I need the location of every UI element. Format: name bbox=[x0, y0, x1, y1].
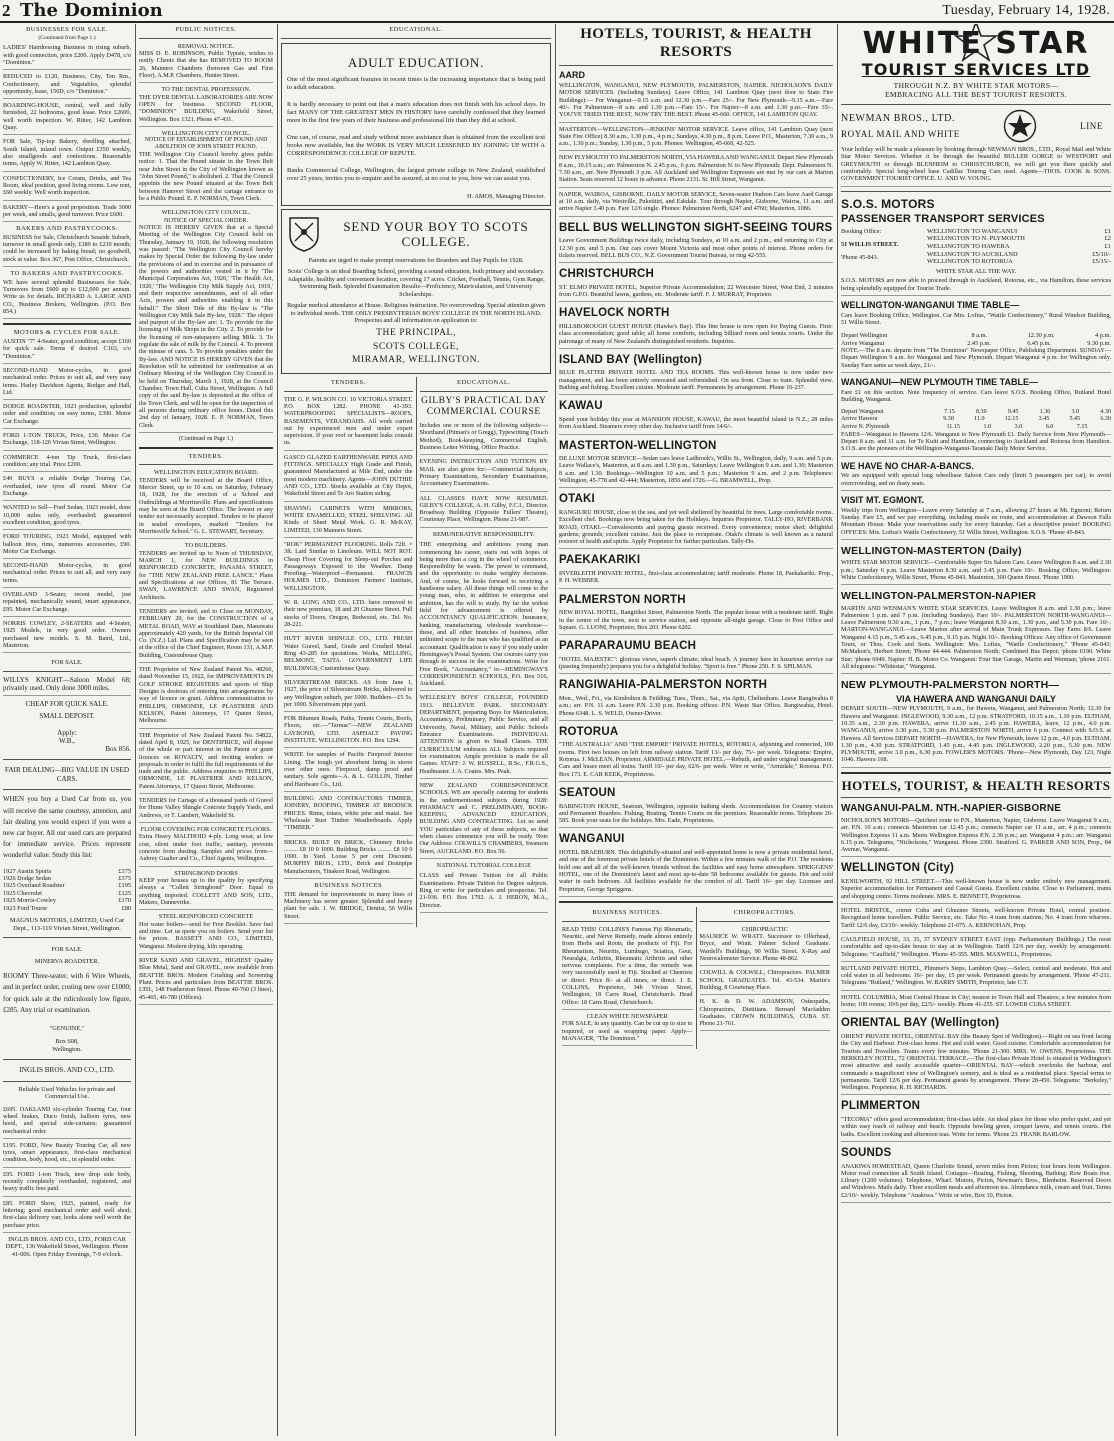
royal-mail-line: ROYAL MAIL AND WHITE bbox=[841, 128, 960, 139]
scots-paragraph: Parents are urged to make prompt reservations for Boarders and Day Pupils for 1928. bbox=[308, 256, 524, 264]
resort-heading: SOUNDS bbox=[841, 1146, 892, 1159]
resort-ad: DE LUXE MOTOR SERVICE—Sedan cars leave Ladbrook's, Willis St., Wellington, daily, 9 a.m. and 5 p.m. Leave Wallace's, Masterton, at 8 a.m. and 1.30 p.m., Saturdays; Leave Wellington 9 a.m. and 1.30; Masterton 8 a.m. and 1.30. Bookings—Wellington 10 a.m. and 5 p.m.; Masterton 9 a.m. and 2 p.m. Telephones: Wellington, 45-778 and 42-444; Masterton, 1856 and 1726.—G. BRAMWELL, Prop. bbox=[559, 455, 833, 488]
section-heading: MOTORS & CYCLES FOR SALE. bbox=[13, 329, 121, 337]
inglis-sub: Reliable Used Vehicles for private and Commercial Use. bbox=[18, 1085, 116, 1101]
notice-text: THE Wellington City Council hereby gives public notice: 1. That the Pound situate in the Town Belt near John Street in the City of Wellington known as "John Street Pound," is abolished. 2. That the Council appoints the new Pound situated at the Town Belt between Hanover Street and the cartage entrance to be a Public Pound. E. P. NORMAN, Town Clerk. bbox=[139, 151, 273, 206]
booking-office-label: Booking Office: bbox=[841, 227, 882, 235]
section-heading: CHIROPRACTORS. bbox=[733, 908, 796, 916]
for-sale-heading: FOR SALE. bbox=[51, 946, 83, 954]
tender-ad: WRITE for samples of Pacific Fireproof Interior Lining. The tough yet absorbent lining in stores over other ones. Fireproof, damp proof and sanitary. Sole agents—A. & L. GOLLIN, Timber and Hardware Co., Ltd. bbox=[284, 751, 413, 792]
scots-paragraph: Scots' College is an ideal Boarding School, providing a sound education, both primary and secondary. Adaptable, healthy and convenient location, covering 17 acres. Cricket, Football, Tennis, Gym Range, Swimming Bath. Splendid Examination Results—Proficiency, Matriculation, and University Scholarships. bbox=[287, 268, 545, 298]
resort-heading: SEATOUN bbox=[559, 786, 616, 799]
resort-ad: WELLINGTON, WANGANUI, NEW PLYMOUTH, PALMERSTON, NAPIER. NICHOLSON'S DAILY MOTOR SERVICES. (Including Sundays). Leave Office, 141 Lambton Quay (next door to State Fire Buildings):— For Wanganui—9.15 a.m. and 12.30 p.m.—Fare 25/-. For New Plymouth—9.15 a.m.—Fare 40/-. For Palmerston—8 a.m. and 1.30 p.m.—Fare 15/-. For Napier—8 a.m. and 1.30 p.m.—Fare 35/-. YOU'VE TRIED THE REST, NOW TRY THE BEST. Phone 45-660. OFFICE, 141 LAMBTON QUAY. bbox=[559, 82, 833, 123]
car-row: 1923 Ford Tourer £80 bbox=[3, 904, 131, 912]
sub-heading: TO BAKERS AND PASTRYCOOKS. bbox=[10, 270, 124, 278]
resort-ad: NEW PLYMOUTH TO PALMERSTON NORTH, VIA HAWERA AND WANGANUI. Depart New Plymouth 8 a.m., 10.15 a.m.; arr. Palmerston N. 2.45 p.m., 6 p.m. Palmerston N. to New Plymouth: Dept. Palmerston N. 7.30 a.m., arr. New Plymouth 3 p.m. All Auckland and Wellington Expresses are met by our cars at Marton Station. Seats reserved 12 hours in advance. Phone 2131. St. Hill Street, Wanganui. bbox=[559, 154, 833, 187]
car-row: 1925 Chevrolet £125 bbox=[3, 889, 131, 897]
resort-heading: OTAKI bbox=[559, 493, 595, 506]
used-car-list bbox=[3, 868, 131, 913]
tagline: EMBRACING ALL THE BEST TOURIST RESORTS. bbox=[884, 90, 1068, 100]
line-label: LINE bbox=[1080, 120, 1103, 131]
adult-signature: H. AMOS, Managing Director. bbox=[466, 192, 545, 200]
ww-timetable bbox=[841, 332, 1111, 347]
resort-ad: CAULFIELD HOUSE, 33, 35, 37 SYDNEY STREET EAST (opp. Parliamentary Buildings.) The most comfortable and up-to-date house to stay at in Wellington. Tariff 12/6 per day, weekly by arrangement. Telegrams: "Caulfield," Wellington. 'Phone 45-355. MRS. MAXWELL, Proprietress. bbox=[841, 936, 1111, 962]
resort-heading: WELLINGTON (City) bbox=[841, 862, 955, 875]
classified-ad: COMMERCE 4-ton Tip Truck, first-class condition; any trial. Price £200. bbox=[3, 454, 131, 473]
chiro-ad: MAURICE W. WRATT. Successor to Ollerhead, Bryce, and Wratt. Palmer School Graduate. Wardell's Buildings, 90 Willis Street. X-Ray and Neurocalometer Service. Phone 48-862. bbox=[700, 933, 831, 966]
fair-dealing-text: WHEN you buy a Used Car from us, you will receive the same courtesy, attention, and fair dealing you would expect if you were a new car buyer. All our used cars are prepared for immediate service. Prices represent wonderful value. Study this list: bbox=[3, 795, 131, 860]
tender-ad: W. R. LONG AND CO., LTD. have removed to their new premises, 18 and 20 Ghuznee Street. Full stocks of Doors, Oregon, Redwood, etc. Tel. No. 28-221. bbox=[284, 599, 413, 632]
char-heading: WE HAVE NO CHAR-A-BANCS. bbox=[841, 460, 974, 471]
notice-heading: STEEL REINFORCED CONCRETE bbox=[158, 913, 254, 921]
sos-all-way: WHITE STAR ALL THE WAY. bbox=[935, 267, 1017, 275]
notice-text: KEEP your houses up to the quality by specifying always a "Collett Stringbond" Door. Equal to anything imported. COLLETT AND SON, LTD., Makers, Dannevirke. bbox=[139, 877, 273, 910]
booking-address: 51 WILLIS STREET. bbox=[841, 240, 899, 248]
resort-ad: HOTEL COLUMBIA, Most Central House in City; nearest to Town Hall and Theatres; a few minutes from home; 100 rooms; 10/6 per day, £2/5/- weekly. Phone 41-255. ST. LOWER CUBA STREET. bbox=[841, 994, 1111, 1013]
notice-heading: WELLINGTON CITY COUNCIL. bbox=[161, 209, 251, 217]
classified-ad: AUSTIN "7" 4-Seater, good condition, accept £160 for quick sale. Terms if desired. C163, c/o "Dominion." bbox=[3, 338, 131, 364]
resort-ad: BABINGTON HOUSE, Seatoun, Wellington, opposite bathing sheds. Accommodation for Country visitors and Permanent Boarders. Fishing, Boating, Tennis Courts on the premises. Reasonable terms. Telephone 26-585. Book your seats for the holidays. Mrs. Eade, Proprietress. bbox=[559, 803, 833, 829]
adult-paragraph: Banks Commercial College, Wellington, the largest private college in New Zealand, established over 25 years, invites you to enquire and be assured, at no cost to you, how we can assist you. bbox=[287, 167, 545, 182]
notice-heading: FLOOR COVERING FOR CONCRETE FLOORS. bbox=[140, 826, 272, 833]
notice-heading: REMOVAL NOTICE. bbox=[177, 42, 235, 50]
classified-ad: SECOND-HAND Motor-cycles, in good mechanical order. Prices to suit all, and very easy terms. bbox=[3, 562, 131, 588]
resort-heading: PAEKAKARIKI bbox=[559, 554, 641, 567]
notice-heading: TO BUILDERS. bbox=[184, 542, 228, 550]
notice-heading: STRINGBOND DOORS bbox=[174, 869, 238, 877]
inglis-footer: INGLIS BROS. AND CO., LTD., FORD CAR DEPT., 136 Wakefield Street, Wellington. Phone 41-006. Open Friday Evenings, 7-9 o'clock. bbox=[5, 1235, 129, 1258]
resort-ad: Spend your holiday this year at MANSION HOUSE, KAWAU, the most beautiful island in N.Z.; 28 miles from Auckland. Steamers every other day. Inclusive tariff from 14/6/-. bbox=[559, 416, 833, 435]
classified-ad: WANTED to Sell—Ford Sedan, 1923 model, done 10,000 miles only, overhauled; guaranteed excellent condition, good tyres. bbox=[3, 504, 131, 530]
resort-ad: "TECOMA" offers good accommodation; first-class table. An ideal place for those who prefer quiet, and yet within easy reach of railway and beach. Opposite bowling green, croquet lawns, and tennis courts. Hot baths. Excellent cooking and afternoon teas. Write for terms. 'Phone 23. FRANK BARLOW. bbox=[841, 1116, 1111, 1142]
tagline: THROUGH N.Z. BY WHITE STAR MOTORS— bbox=[893, 81, 1059, 91]
booking-phone: 'Phone 45-843. bbox=[841, 254, 879, 262]
adult-paragraph: One of the most significant features in recent times is the increasing importance that is being paid to adult education. bbox=[287, 75, 545, 91]
section-heading: EDUCATIONAL. bbox=[389, 26, 443, 33]
resort-ad: "HOTEL MAJESTIC": glorious views, superb climate; ideal beach. A journey here in luxurious service car (passing frequently) prepares you for a delightful holiday. "Sport is free." Phone 250. F. S. SPILMAN. bbox=[559, 656, 833, 675]
resort-ad: "THE AUSTRALIA" AND "THE EMPIRE" PRIVATE HOTELS, ROTORUA, adjoining and connected, 100 rooms. First two houses on left from railway station. Tariff 13/- per day, 75/- per week. Telegrams: Empire, Rotorua. J. McLEAN, Proprietor. ARMIDALE PRIVATE HOTEL.—Rebuilt, and under original management. Cars and buses meet all trains. Tariff 10/- per day, 62/6- per week. Wire or write, "Armidale," Rotorua. P.O. Box 173. E. CAR KEEK, Proprietress. bbox=[559, 741, 833, 782]
business-heading: CLEAN WHITE NEWSPAPER bbox=[586, 1013, 668, 1021]
masthead bbox=[0, 0, 1114, 22]
tender-ad: "ROK" PERMANENT FLOORING. Rolls 72ft. × 3ft. Laid Similar to Linoleum. WILL NOT ROT. Cheap Floor Covering for Sleep-out Porches and Passageways Exposed to the Weather. Damp Proofing—Waterproof—Permanent. FRANCIS HOLMES LTD., Dominion Farmers' Institute, WELLINGTON. bbox=[284, 541, 413, 596]
tender-ad: THE demand for improvements in many lines of Machinery has never greater. Splendid and heavy plant for sale. J. W. BRIDGE, Dentist, 56 Willis Street. bbox=[284, 891, 413, 924]
egmont-heading: VISIT MT. EGMONT. bbox=[841, 494, 925, 505]
scots-address: MIRAMAR, WELLINGTON. bbox=[351, 354, 481, 365]
page-number: 2 bbox=[2, 1, 11, 20]
sub-heading: BAKERS AND PASTRYCOOKS. bbox=[16, 225, 118, 233]
sos-subheading: PASSENGER TRANSPORT SERVICES bbox=[841, 212, 1045, 225]
resort-ad: Leave Government Buildings twice daily, including Sundays, at 10 a.m. and 2 p.m., and returning to City at 12.30 p.m. and 5 p.m. Our cars cover Mount Victoria and most other points of interest. Phone orders for tickets reserved. BELL BUS CO., N.Z. Government Tourist Bureau, or ring 42-555. bbox=[559, 237, 833, 263]
route-text: MARTIN AND WENMAN'S WHITE STAR SERVICES. Leave Wellington 8 a.m. and 1.30 p.m.; leave Palmerston 1 p.m. and 7 p.m. (including Sundays). Fare 10/-. PALMERSTON NORTH-WANGANUI—Leave Palmerston 9.30 a.m., 1 p.m., 7 p.m.; leave Wanganui 8.30 a.m., 1.30 p.m., and 5.30 p.m. Fare 10/-. MARTON-WANGANUI.—Leave Marton after arrival of Main Trunk Expresses. Day Fares 8/6. Leave Wanganui 4.15 p.m., 5.45 a.m., 6.45 p.m., 9.15 p.m. Night 10/-. Booking Offices: Any office of Government Tours, or Thos. Cook and Sons. Wellington: Mrs. Loftus, "Wattle Confectionery," 'Phone 45-843; McMahon's, Herbert Street; 'Phone 44-444. Palmerston North: Combined Bus Depot; 'phone 6190. White Star; 'phone 6949. Napier: H. B. Motor Co. Wanganui: Four Star Garage, Martin and Wenman; 'phone 2161. All telegrams: "Whitestar," Wanganui. bbox=[841, 605, 1111, 675]
egmont-text: Weekly trips from Wellington—Leave every Saturday at 7 a.m., allowing 27 hours at Mt. Egmont; Return Sunday. Fare £5, and we pay everything, including meals en route, and accommodation at Dawson Falls Mountain House. Make your reservations early for every Saturday. Get a descriptive poster! BOOKING OFFICES: Mrs. Loftus's Wattle Confectionery, 51 Willis Street, Wellington. S.O.S. 'Phone 45-843. bbox=[841, 507, 1111, 540]
inglis-item: £695. OAKLAND six-cylinder Touring Car, four wheel brakes, Duco finish, balloon tyres, new hood, and special side-curtains; guaranteed mechanical order. bbox=[3, 1106, 131, 1139]
educational-ad: NEW ZEALAND CORRESPONDENCE SCHOOLS. WE are specially catering for students in the undermentioned subjects during 1928: PHARMACY and C. PRELIMINARY, BOOK-KEEPING, ADVANCED EDUCATION, BUILDING AND CONTRACTING. Let us send YOU particulars of any of these subjects, so that when classes commence you will be ready. Note Our Address: COLWILL'S CHAMBERS, Swanson Street, AUCKLAND. P.O. Box 56. bbox=[420, 782, 549, 859]
adult-paragraph: It is hardly necessary to point out that a man's education does not finish with his school days. In fact MANY OF THE GREATEST MEN IN HISTORY have carefully confessed that they learned more in the first few years of their business and professional life than they did at school. bbox=[287, 101, 545, 124]
classified-ad: REDUCED to £120, Business, City, Ten Rm., Confectionery, and Vegetables, splendid opportunity, lease, 156D, c/o "Dominion." bbox=[3, 73, 131, 99]
newman-heading: NEWMAN BROS., LTD. bbox=[841, 112, 956, 124]
notice-text: TENDERS for Cartage of a thousand yards of Gravel for Hume Valley Shingle Concrete Supply Yards, and Andrews, or T. Lambert, Wakefield St. bbox=[139, 797, 273, 823]
scots-address: THE PRINCIPAL, bbox=[376, 328, 456, 339]
educational-heading: REMUNERATIVE RESPONSIBILITY. bbox=[432, 530, 535, 538]
notice-subheading: NOTICE OF SPECIAL ORDER. bbox=[163, 216, 249, 224]
timetable-text: Cars leave Booking Office, Wellington. Car Mrs. Loftus, "Wattle Confectionery," Rural Windsor Building, 51 Willis Street. bbox=[841, 311, 1111, 326]
timetable-row: Arrive Hawera 9.30 11.0 12.15 3.45 5.45 6.30 bbox=[841, 416, 1111, 423]
adult-heading: ADULT EDUCATION. bbox=[347, 54, 485, 70]
reply-name: "GENUINE," bbox=[49, 1024, 85, 1032]
notice-text: Extra Heavy MALTHOID 4-ply. Long wear, at low cost, silent under foot traffic, sanitary, prevents concrete from dusting. Samples and prices from—Aubrey Gualter and Co., Chief Agents, Wellington. bbox=[139, 833, 273, 866]
small-deposit-line: SMALL DEPOSIT. bbox=[39, 712, 95, 721]
adult-education-ad bbox=[281, 43, 551, 206]
car-row: 1925 Morris-Cowley £170 bbox=[3, 897, 131, 905]
resort-ad: HOTEL BRISTOL, corner Cuba and Ghuznee Streets, well-known Private Hotel, central position. Recognised home travellers. Public Service, etc. Take No. 4 tram from stations; No. 4 tram from wharves. Tariff 12/6 day, £3/10/- weekly. Telephone 21-075. A. KERNOHAN, Prop. bbox=[841, 907, 1111, 933]
tenders-subcolumn bbox=[281, 377, 416, 927]
section-heading: BUSINESSES FOR SALE. bbox=[25, 26, 109, 33]
willys-ad: WILLYS KNIGHT—Saloon Model 68; privately used. Only done 3000 miles. bbox=[3, 676, 131, 697]
timetable-text: Fare £1 on this section. Note frequency of service. Cars leave S.O.S. Booking Office, Rutland Hotel Building, Wanganui. bbox=[841, 388, 1111, 403]
resort-heading: AARD bbox=[559, 70, 585, 81]
route-row: WELLINGTON TO AUCKLAND £5/10/- bbox=[927, 250, 1111, 258]
newman-text: Your holiday will be made a pleasure by booking through NEWMAN BROS., LTD., Royal Mail and White Star Motor Services. Whether it be through the beautiful BULLER GORGE to WESTPORT and GREYMOUTH or through BLENHEIM to CHRISTCHURCH, we will get you there quickly and comfortably. Special long-wheel base Cadillac Touring Cars used. Agents—THOS. COOK & SONS. GOVERNMENT TOURIST OFFICE. U. AND W. YOUNG. bbox=[841, 146, 1111, 187]
resort-heading: WANGANUI bbox=[559, 833, 625, 846]
sos-heading: S.O.S. MOTORS bbox=[841, 196, 935, 211]
tender-ad: SHAVING CABINETS WITH MIRRORS, WHITE ENAMELLED, STEEL SHELVING. All Kinds of Sheet Metal Work. G. R. McKAY, LIMITED, 130 Manners Street. bbox=[284, 505, 413, 538]
column-hotels-tourist bbox=[556, 24, 836, 1436]
resort-heading: PALMERSTON NORTH bbox=[559, 593, 686, 606]
star-icon bbox=[954, 24, 998, 64]
resort-heading: BELL BUS WELLINGTON SIGHT-SEEING TOURS bbox=[559, 221, 833, 234]
resort-ad: NEW ROYAL HOTEL, Rangitikei Street, Palmerston North. The popular house with a moderate tariff. Right in the centre of the town, next to service station, and opposite all-night garage. Close to Post Office and Square. G. LUONI, Proprietor, Box 203. Phone 6202. bbox=[559, 609, 833, 635]
resort-ad: HILLSBOROUGH GUEST HOUSE (Hawke's Bay). This fine house is now open for Paying Guests. First-class accommodation; good table; all home comforts, including billiard room and tennis courts. Under the patronage of many of New Zealand's distinguished residents. Inquiries. bbox=[559, 323, 833, 349]
timetable-row: Depart Wanganui 7.15 8.30 9.45 1.30 3.0 4.30 bbox=[841, 409, 1111, 416]
classified-ad: DODGE ROADSTER, 1923 production, splendid order and condition; on easy terms, £390. Motor Car Exchange. bbox=[3, 403, 131, 429]
resort-ad: ANAKIWA HOMESTEAD, Queen Charlotte Sound, seven miles from Picton; four hours from Wellington. Motor road connection all South Island. Cottages—Boating, Fishing, Shooting, Bathing; Row Boats free. Library (1200 volumes). Telephone, Wharf. Motors, Picton, Newman's Bros., Blenheim. Reserved Doors and Windows. Mails daily. Three excellent meals and afternoon tea. Abundance milk, cream and fruit. Terms £2/10/- weekly. Telephone "Anakiwa." Write or wire, Box 10, Picton. bbox=[841, 1163, 1111, 1204]
timetable-note: FARES—Wanganui to Hawera 12/6. Wanganui to New Plymouth £1. Daily Service from New Plymouth—Depart 8 a.m. and 11 a.m. for Te Kuiti and Hamilton, connecting to Auckland and Rotorua from Hamilton. S.O.S. are the pioneers of the Wellington-Wanganui-Taranaki Daily Motor Service. bbox=[841, 431, 1111, 457]
notice-text: NOTICE IS HEREBY GIVEN that at a Special Meeting of the Wellington City Council held on Thursday, January 19, 1928, the following resolution was passed: "The Wellington City Council hereby makes by Special Order the following By-law under the provisions of and in exercise and in pursuance of the powers and authorities vested in it by 'The Municipal Corporations Act, 1920,' 'The Health Act, 1920,' 'The Wellington City Milk Supply Act, 1919,' and their respective amendments, and of all other Acts, powers and authorities enabling it in this behalf." The Short Title of this By-law is "The Wellington City Milk Sale By-law, 1928." The object and purport of the By-law are: 1. To provide for the licensing of Milk Shops in the City. 2. To provide for the licensing of non-ratepayers selling Milk. 3. To regulate the sale of milk by the Council. 4. To prevent the misuse of cans. 5. To provide penalties under the By-law. AND NOTICE IS HEREBY GIVEN that the Resolution will be submitted for confirmation at an Ordinary Meeting of the Wellington City Council to be held on Thursday, March 1, 1928, at the Council Chamber, Town Hall, Cuba Street, Wellington. A full copy of the said By-law is deposited at the office of the Town Clerk, and will be open for the inspection of all persons during ordinary office hours. Dated this 2nd day of January, 1928. E. P. NORMAN, Town Clerk. bbox=[139, 224, 273, 433]
continued-note: (Continued on Page 1.) bbox=[179, 435, 233, 442]
notice-text: THE DYER DENTAL LABORATORIES ARE NOW OPEN for business. SECOND FLOOR, "DOMINION" BUILDING, Wakefield Street, Wellington. Box 1321. Phone 47-431. bbox=[139, 94, 273, 127]
notice-subheading: NOTICE OF ESTABLISHMENT OF POUND AND ABOLITION OF JOHN STREET POUND. bbox=[144, 137, 268, 151]
apply-name: W.B., bbox=[59, 736, 75, 745]
notice-heading: TO THE DENTAL PROFESSION. bbox=[161, 86, 251, 94]
educational-ad: Includes one or more of the following subjects:—Shorthand (Pitman's or Gregg), Typewriting (Touch Method), Book-keeping, Commercial English, Business Letter Writing, Office Practice. bbox=[420, 422, 549, 455]
route-heading: WELLINGTON-MASTERTON (Daily) bbox=[841, 544, 1022, 557]
tender-ad: GASCO GLAZED EARTHENWARE PIPES AND FITTINGS. SPECIALLY High Grade and Finish, guaranteed Manufactured at Mile End, under the most modern machinery. Agents—JOHN DUTHIE AND CO., LTD. Stocks available at City Depot, Wakefield Street and Te Aro Station siding. bbox=[284, 454, 413, 502]
car-row: 1926 Dodge Sedan £375 bbox=[3, 874, 131, 882]
inglis-item: £85. FORD Show, 1925, painted, ready for lettering; good mechanical order and well shod; first-class delivery van; looks alone well worth the purchase price. bbox=[3, 1200, 131, 1233]
timetable-row: Arrive N. Plymouth 11.15 1.0 3.0 6.0 7.15 bbox=[841, 423, 1088, 430]
column-white-star bbox=[838, 24, 1114, 1436]
route-row: WELLINGTON TO WANGANUI £1 bbox=[927, 227, 1111, 235]
notice-text: Hot water boilers—send for Free Booklet. Save fuel and time. Let us quote you on boilers. Send your list for prices. BASSETT AND CO., LIMITED, Wanganui. Modern drying, kiln operating. bbox=[139, 921, 273, 954]
notice-text: RIVER SAND AND GRAVEL, HIGHEST Quality Blue Metal, Sand and GRAVEL, now available from BEATTIE BROS. Modern Crushing and Screening Plant. Prices and particulars from BEATTIE BROS. LTD., 148 Featherston Street. Phone 40-760 (3 lines), 45-465, 46-780 (Offices). bbox=[139, 957, 273, 1005]
tenders-educational-split bbox=[281, 377, 551, 927]
classified-ad: BUSINESS for Sale, Christchurch Seaside Suburb, turnover in small goods only, £180 to £230 month; could be increased by baking bread; no goodwill, stock at value. Box 367, Post Office, Christchurch. bbox=[3, 234, 131, 267]
notice-text: TENDERS are invited, and to Close on MONDAY, FEBRUARY 20, for the CONSTRUCTION of a METAL ROAD, WAY at Southland Dam, Manawatu approximately 420 yards, for the British Imperial Oil Co. (N.Z.) Ltd. Plans and Specification may be seen at the office of the Chief Engineer, Room 131, A.M.P. Building, Customhouse Quay. bbox=[139, 608, 273, 663]
chiro-subheading: CHIROPRACTIC bbox=[741, 925, 788, 933]
column-educational bbox=[278, 24, 554, 1436]
resort-heading: KAWAU bbox=[559, 400, 603, 413]
resort-heading: PARAPARAUMU BEACH bbox=[559, 640, 697, 653]
scots-paragraph: Regular medical attendance at House. Religious instruction. No overcrowding. Special attention given to individual needs. THE ONLY PRESBYTERIAN BOYS' COLLEGE IN THE NORTH ISLAND. Prospectus and all information on application to: bbox=[287, 302, 545, 324]
column-businesses-motors bbox=[0, 24, 134, 1436]
classified-ad: FOR Sale, Tip-top Bakery, dwelling attached, South Island, inland town. Output £350 weekly, also smallgoods and confections. Reasonable terms, Apply W. Ritter, 142 Lambton Quay. bbox=[3, 138, 131, 171]
educational-ad: ALL CLASSES HAVE NOW RESUMED. GILBY'S COLLEGE, A. H. Gilby, F.C.I., Director. Broadway Building (Opposite Fullers' Theatre), Courtenay Place, Wellington. Phone 21-987. bbox=[420, 495, 549, 528]
resort-ad: NICHOLSON'S MOTORS—Quickest route to P.N., Masterton, Napier, Gisborne. Leave Wanganui 9 a.m., arr. P.N. 10 a.m.; connects Masterton car 12.45 p.m.; connects Napier car 11 a.m., arr. 4 p.m.; connects Wellington Express 11 a.m. Meets Wellington Express P.N. 2.30 p.m.; arr. Wanganui 4 p.m.; arr. Wanganui 6.15 p.m. Telegrams, "Nicholsons," Wanganui. Phone 2390. Stratford. G. PARKER AND SON, Prop., 84 Avenue, Wanganui. bbox=[841, 817, 1111, 858]
route-row: WELLINGTON TO ROTORUA £5/15/- bbox=[927, 258, 1111, 266]
educational-ad: EVENING INSTRUCTION AND TUITION BY MAIL are also given for:—Commercial Subjects, Primary Examinations, Secondary Examinations, Accountancy Examinations. bbox=[420, 458, 549, 491]
educational-ad: THE enterprising and ambitious young man commencing his career, starts out with hopes of being more than a cog in the wheel of commerce. Responsibility he wants. The power to command, and the opportunity to make weighty decisions. And, of course, he looks forward to receiving a handsome salary. All these things will come to the young man, who, in addition to enterprise and ambition, has the will to study. By far the widest field for advancement is offered by ACCOUNTANCY QUALIFICATION. Insurance, banking, manufacturing, wholesale warehouse—these, and all other branches of business, offer unlimited scope to the man who has qualified as an accountant. Qualification is easy if you study under Hemingway's Postal System. Our courses carry you through to success in the examinations. Write for Free Book, "Accountancy," to—HEMINGWAY'S CORRESPONDENCE SCHOOLS, P.O. Box 516, Auckland. bbox=[420, 541, 549, 691]
resort-heading: WANGANUI-PALM. NTH.-NAPIER-GISBORNE bbox=[841, 803, 1062, 815]
gilby-heading: GILBY'S PRACTICAL DAY COMMERCIAL COURSE bbox=[420, 395, 547, 417]
scots-address: SCOTS COLLEGE, bbox=[373, 341, 459, 352]
classified-ad: WE have several splendid Businesses for Sale, Turnovers from £600 up to £12,000 per annum. Write us for details. RICHARD A. LARGE AND CO., Business Brokers, Wellington. (P.O. Box 854.) bbox=[3, 279, 131, 320]
resort-ad: HOTEL BRAEBURN. This delightfully-situated and well-appointed home is now a private residential hotel, and one of the foremost private hotels of the Dominion. Within a few minutes walk of the P.O. The residents hold one and all of the well-known friends without the facilities and easy home atmosphere. SPRIGGENS' HOTEL, one of the Dominion's latest and most up-to-date 58 bedrooms available for guests. Hot and cold water in each bedroom. All facilities available for the comfort of all. Tariff 16/- per day. Licensee and Proprietor, George Spriggens. bbox=[559, 849, 833, 897]
logo-subtitle: TOURIST SERVICES LTD bbox=[861, 60, 1091, 80]
business-chiro-split bbox=[559, 907, 833, 1049]
resort-heading: ISLAND BAY (Wellington) bbox=[559, 353, 703, 366]
business-ad: FOR SALE, in any quantity. Can be cut up to size to required, or used as wrapping paper. Apply— MANAGER, "The Dominion." bbox=[562, 1020, 693, 1046]
star-badge-icon bbox=[1003, 109, 1037, 143]
resort-heading: CHRISTCHURCH bbox=[559, 268, 655, 281]
resort-ad: ST. ELMO PRIVATE HOTEL, Superior Private Accommodation; 22 Worcester Street, West End, 2 minutes from G.P.O. Beautiful lawns, gardens, etc. Moderate tariff. F. J. MURRAY, Proprietor. bbox=[559, 284, 833, 303]
educational-ad: WELLESLEY BOYS' COLLEGE, FOUNDED 1913. BELLEVUE PARK. SECONDARY DEPARTMENT, preparing Boys for Matriculation, Accountancy, Preliminary, Public Service, and all University, Naval, Military, and Public Schools Entrance Examinations. INDIVIDUAL ATTENTION is given in Small Classes. THE CURRICULUM embraces ALL Subjects required for examination. Ample provision is made for all Games. STAFF: J. W. RUSSELL, B.Sc., F.R.G.S., Headmaster. J. A. Coates. Mrs. Peak. bbox=[420, 694, 549, 778]
notice-heading: WELLINGTON CITY COUNCIL. bbox=[161, 130, 251, 137]
classified-ad: £40 BUYS a reliable Dodge Touring Car, overhauled, new tyres all round. Motor Car Exchange. bbox=[3, 475, 131, 501]
section-heading: BUSINESS NOTICES. bbox=[592, 908, 663, 916]
white-star-logo bbox=[841, 26, 1111, 80]
classified-ad: FORD 1-TON TRUCK, Price, £30. Motor Car Exchange, 118-120 Vivian Street, Wellington. bbox=[3, 432, 131, 451]
magnus-footer: MAGNUS MOTORS, LIMITED, Used Car Dept., 113-119 Vivian Street, Wellington. bbox=[9, 917, 125, 932]
issue-date: Tuesday, February 14, 1928. bbox=[942, 3, 1110, 18]
apply-box: Box 856. bbox=[105, 745, 131, 754]
section-heading: EDUCATIONAL. bbox=[457, 378, 511, 386]
business-notices-subcolumn bbox=[559, 907, 696, 1049]
resort-heading: RANGIWAHIA-PALMERSTON NORTH bbox=[559, 679, 768, 692]
classified-ad: OVERLAND 3-Seater, recent model, just repainted, mechanically sound, smart appearance, £95. Motor Car Exchange. bbox=[3, 591, 131, 617]
resort-heading: MASTERTON-WELLINGTON bbox=[559, 439, 717, 452]
classified-ad: CONFECTIONERY, Ice Cream, Drinks, and Tea Room, ideal position, good living rooms. Low rent, £60 weekly. Well worth inspection. bbox=[3, 175, 131, 201]
inglis-item: £95. FORD 1-ton Truck, new drop side body, recently completely overhauled, registered, and heavy traffic fees paid. bbox=[3, 1171, 131, 1197]
sos-text: S.O.S. MOTORS are now able to proceed through to Auckland, Rotorua, etc., via Hamilton, these services being splendidly equipped for Tourist Trade. bbox=[841, 277, 1111, 296]
resort-heading: ROTORUA bbox=[559, 725, 619, 738]
paper-title: The Dominion bbox=[20, 0, 163, 21]
classified-ad: FORD TOURING, 1923 Model, equipped with balloon tires, rims, numerous accessories, £90. Motor Car Exchange. bbox=[3, 533, 131, 559]
notice-text: MISS D. E. ROBINSON, Public Typiste, wishes to notify Clients that she has REMOVED TO ROOM 26, Manners Chambers (between Gas and First Floor), A.M.P. Chambers, Hunter Street. bbox=[139, 50, 273, 83]
apply-line: Apply: bbox=[57, 728, 77, 737]
timetable-heading: WANGANUI—NEW PLYMOUTH TIME TABLE— bbox=[841, 376, 1038, 387]
section-banner: HOTELS, TOURIST, & HEALTH RESORTS bbox=[841, 777, 1111, 793]
timetable-note: NOTE.—The 8 a.m. departs from "The Dominion" Newspaper Office, Publishing Department. SUNDAY—Depart Wellington 9 a.m. for Wanganui and New Plymouth. Depart Wanganui 4 p.m. for Wellington only. Sunday Fare same as week days, 21/-. bbox=[841, 347, 1111, 373]
notice-text: TENDERS will be received at the Board Office, Mercer Street, up to 10 a.m. on Saturday, February 18, 1928, for the erection of a School and Outbuildings at Morrinsville. Plans and specifications may be seen at the Board Office. The lowest or any tender not necessarily accepted. Tenders to be placed in sealed envelopes, marked "Tenders for Morrinsville School." G. L. STEWART, Secretary. bbox=[139, 477, 273, 540]
route-text: DEPART SOUTH—NEW PLYMOUTH, 9 a.m., for Hawera, Wanganui, and Palmerston North; 12.30 for Hawera and Wanganui. INGLEWOOD, 9.30 a.m., 12 p.m. STRATFORD, 10.15 a.m., 1.10 p.m. ELTHAM, 10.35 a.m., 2.30 p.m. HAWERA, arrive 11.30 a.m., 2.45 p.m. HAWERA, leave, 12 p.m., 4.0 p.m. WANGANUI, arrive 3.30 p.m., 5.30 p.m. PALMERSTON NORTH, arrive 6 p.m. Connect with S.O.S. at Hawera. All Services DEPART NORTH—HAWERA, for New Plymouth, leave 12 p.m., 4.0 p.m. ELTHAM, 1.30 p.m., 4.30 p.m. STRATFORD, 1.45 p.m., 4.45 p.m. INGLEWOOD, 2.20 p.m., 5.30 p.m. NEW PLYMOUTH, arrive 3.0 p.m., 6.30 p.m. FOWLER'S MOTORS. 'Phone—New Plymouth, Day 123, Night 1046. Hawera 168. bbox=[841, 705, 1111, 768]
notice-heading: WELLINGTON EDUCATION BOARD. bbox=[153, 469, 259, 477]
notice-text: THE Proprietor of New Zealand Patent No. 54822, dated April 8, 1925, for DENTIFRICE, will dispose of the whole or part interest in the Patent or grant licences on ROYALTY, and inviting tenders or proposals in order to fulfil the full requirements of the trade and the public. Address enquiries to PHILLIPS, ORMONDE, LE PLASTRIER AND KELSON, Patent Attorneys, 17 Queen Street, Melbourne. bbox=[139, 732, 273, 795]
section-heading: TENDERS. bbox=[330, 378, 366, 386]
educational-subcolumn bbox=[416, 377, 552, 927]
char-text: We are equipped with special long wheelbase Saloon Cars only (limit 5 passengers per car), to avoid overcrowding, and no dusty seats. bbox=[841, 472, 1111, 491]
resort-heading: PLIMMERTON bbox=[841, 1100, 921, 1113]
minerva-text: ROOMY Three-seater, with 6 Wire Wheels, and in perfect order, costing new over £1000; for quick sale at the ridiculously low figure, £285. Any trial or examination. bbox=[3, 972, 131, 1014]
car-row: 1927 Austin Sports £375 bbox=[3, 867, 131, 875]
sos-route-list bbox=[927, 228, 1111, 266]
route-row: WELLINGTON TO HAWERA £1 bbox=[927, 242, 1111, 250]
chiro-ad: H. K. & D. W. ADAMSON, Osteopaths, Chiropractors, Dietitians. Bernard Macfadden Graduates. CROWN BUILDINGS, CUBA ST. Phone 21-761. bbox=[700, 998, 831, 1031]
chiropractors-subcolumn bbox=[696, 907, 834, 1049]
resort-ad: INVERLEITH PRIVATE HOTEL, first-class accommodation; tariff moderate. Phone 18, Paekakariki. Prop., P. H. WEBBER. bbox=[559, 570, 833, 589]
inglis-item: £195. FORD, New Beauty Touring Car, all new tyres, smart appearance, first-class mechanical condition, body, hood, etc., in splendid order. bbox=[3, 1142, 131, 1168]
tender-ad: THE G. P. WILSON CO. 10 VICTORIA STREET. P.O. BOX 1282. PHONE 41-393. WATERPROOFING SPECIALISTS—ROOFS, BASEMENTS, VERANDAHS. All work carried out by experienced men and under expert supervision. If your roof or basement leaks consult us. bbox=[284, 396, 413, 451]
resort-ad: RANGIURU HOUSE, close to the sea, and yet well sheltered by beautiful fir trees. Large comfortable rooms. Excellent chef. Bookings now being taken for the Holidays. Inquiries Proprietor. TALLY-HO, RIVERBANK ROAD, OTAKI.—Convalescents and paying guests received. Every convenience; motor shed; delightful gardens; grounds; excellent cuisine. Just the place to recuperate. Otaki's climate is well known as a natural restorer of health and spirits. Apply Proprietor for further particulars. Tally-Ho. bbox=[559, 509, 833, 550]
resort-ad: BLUE PLATTER PRIVATE HOTEL AND TEA ROOMS. This well-known house is now under new management, and has been entirely renovated and refurnished. On sea front. Close to tram. Splendid view. Bathing and fishing. Excellent cuisine. Moderate tariff. Permanents by arrangement. Phone 16-237. bbox=[559, 369, 833, 395]
section-heading: PUBLIC NOTICES. bbox=[175, 26, 237, 33]
resort-ad: MASTERTON—WELLINGTON—JENKINS' MOTOR SERVICE. Leave office, 141 Lambton Quay (next State Fire Office) 8.30 a.m., 1.30 p.m., 4 p.m.; Sundays, 4.30 p.m., 8 p.m. Leave P.O., Masterton, 7.30 a.m., 9 a.m., 1.30 p.m.; Sunday, 1.30 p.m., 5 p.m. Phones: Wellington, 45-660, 42-525. bbox=[559, 126, 833, 152]
tender-ad: BUILDING AND CONTRACTORS TIMBER, JOINERY, ROOFING, TIMBER AT BRODSCK PRICES. Rimu, totara, white pine and matai. See Wholesale Rust Timber Weatherboards. Apply "TIMBER." bbox=[284, 795, 413, 836]
column-public-notices bbox=[136, 24, 276, 1436]
educational-heading: NATIONAL TUTORIAL COLLEGE bbox=[436, 862, 531, 869]
section-heading: BUSINESS NOTICES bbox=[314, 882, 383, 890]
timetable-row: Arrive Wanganui 2.45 p.m. 6.45 p.m. 9.30 p.m. bbox=[841, 339, 1111, 347]
tender-ad: BRICKS. BUILT IN BRICK. Chimney Bricks ......... £8 10 0 1000. Building Bricks ......... £8 10 0 1000. In Yard. Loose 5 per cent Discount. MURPHY BROS., LTD., Brick and Drainpipe Manufacturers, Tinakori Road, Wellington. bbox=[284, 839, 413, 880]
wnp-timetable bbox=[841, 409, 1111, 431]
reply-city: Wellington. bbox=[52, 1045, 82, 1053]
educational-ad: CLASS and Private Tuition for all Public Examinations. Private Tuition for Degree subjects. Ring or write for particulars and prospectus. Tel. 21-936. P.O. Box 1792. A. J. HERON, M.A., Director. bbox=[420, 872, 549, 913]
classified-ad: LADIES' Hairdressing Business in rising suburb, with good connection, price £200. Apply D478, c/o "Dominion." bbox=[3, 44, 131, 70]
cheap-line: CHEAP FOR QUICK SALE. bbox=[25, 700, 109, 709]
logo-title: WHITE STAR bbox=[862, 26, 1090, 61]
continued-note: (Continued from Page 1.) bbox=[38, 34, 96, 41]
classified-ad: SECOND-HAND Motor-cycles, in good mechanical order. Prices to suit all, and very easy terms. Harley Davidson Agents, Rodger and Hall, Ltd. bbox=[3, 367, 131, 400]
route-heading: NEW PLYMOUTH-PALMERSTON NORTH— bbox=[841, 679, 1060, 692]
masthead-rule bbox=[0, 21, 1114, 23]
route-subheading: VIA HAWERA AND WANGANUI DAILY bbox=[896, 693, 1056, 704]
classified-ad: BOARDING-HOUSE, central, well and fully furnished, 22 bedrooms, good lease. Price £2600, well worth inspection. W. Ritter, 142 Lambton Quay. bbox=[3, 102, 131, 135]
chiro-ad: COLWILL & COLWILL, Chiropractors. PALMER SCHOOL GRADUATES. Tel. 43-534. Martin's Building, 8 Courtenay Place. bbox=[700, 969, 831, 995]
timetable-row: Depart Wellington 8 a.m. 12.30 p.m. 4 p.m. bbox=[841, 332, 1111, 340]
resort-ad: NAPIER, WAIROA, GISBORNE. DAILY MOTOR SERVICE, Seven-seater Hudson Cars leave Aard Garage at 10 a.m. daily, via Westville, Puketitiri, and Eskdale. Tour through Napier, Gisborne, Wairoa, 11 a.m. and arrive Napier 3.40 p.m. Fare 12/6 single. Phones: Palmerston North, 6247 and 4760; Masterton, 1086. bbox=[559, 191, 833, 217]
car-row: 1925 Overland Roadster £195 bbox=[3, 882, 131, 890]
route-heading: WELLINGTON-PALMERSTON-NAPIER bbox=[841, 590, 1037, 603]
timetable-heading: WELLINGTON-WANGANUI TIME TABLE— bbox=[841, 299, 1020, 310]
resort-heading: ORIENTAL BAY (Wellington) bbox=[841, 1017, 1000, 1030]
notice-text: THE Proprietor of New Zealand Patent No. 48260, dated November 15, 1922, for IMPROVEMENTS IN GOLF STROKE REGISTERS and sports of Ship Designs is desirous of entering into arrangements by way of licence or grant. Address communication to PHILLIPS, ORMONDE, LE PLASTRIER AND KELSON, Patent Attorneys, 17 Queen Street, Melbourne. bbox=[139, 666, 273, 729]
classified-ad: NORRIS COWLEY, 2-SEATERS and 4-Seater, 1925 Models, in very good order. Owners purchased new models. S. M. Baird, Ltd., Masterton. bbox=[3, 620, 131, 653]
section-heading: TENDERS. bbox=[188, 452, 224, 460]
resort-ad: KENILWORTH, 92 HILL STREET.—This well-known house is now under entirely new management. Superior accommodation for Permanent and Casual Guests. Excellent cuisine. Close to Parliament, trams and shopping centre. Terms moderate. MRS. E. BENNETT, Proprietress. bbox=[841, 878, 1111, 904]
college-crest-icon bbox=[287, 215, 321, 253]
minerva-heading: MINERVA ROADSTER. bbox=[34, 957, 100, 965]
business-ad: READ THIS! COLLINS'S Famous Fiji Rheumatic, Neuritic, and Nerve Remedy, made almost entirely from Herbs and Roots, the products of Fiji. For Rheumatism, Neuritis, Lumbago, Sciatica, Gout, Neuralgia, Arthritis, Rheumatic Arthritis and other nervous complaints. For a time, the remedy was very successfully used in Fiji. Stocked at Chemists or direct. Price 8/- at all times, or direct. J. E. COLLINS, Proprietor, 34b Vivian Street, Wellington, 18 Carrs Road, Christchurch. Head Office: 18 Carrs Road, Christchurch. bbox=[562, 926, 693, 1010]
tender-ad: FOR Bitumen Roads, Paths, Tennis Courts, Roofs, Floors, etc.—"Tarmac"—NEW ZEALAND LAYBOND, LTD. ASPHALT PAVING INSTITUTE. WELLINGTON. P.O. Box 1294. bbox=[284, 715, 413, 748]
adult-paragraph: One can, of course, read and study without more assistance than is obtained from the excellent text books now available, but the WORK IS VERY MUCH LESSENED BY JOINING UP WITH A CORRESPONDENCE COLLEGE OF REPUTE. bbox=[287, 134, 545, 157]
resort-ad: ORIENT PRIVATE HOTEL, ORIENTAL BAY (the Beauty Spot of Wellington).—Right on sea front facing the City and Harbour. First-class home. Hot and cold water. Good cuisine. Comfortable accommodation for Tourists and Travellers. Trams every few minutes. 'Phone 21-300. MRS. W. OWENS, Proprietress. THE BERKELEY HOTEL, 72 ORIENTAL TERRACE.—The first-class Private Hotel is situated in Wellington's most attractive and easily accessible quarter—ORIENTAL BAY—which overlooks the harbour, and commands a magnificent view of Wellington's scenery, and is ideal as a residential place. Special terms to permanents. Tariff 12/6 per day. Permanent guests by arrangement. 'Phone 28-450. Telegrams: "Berkeley," Wellington. Proprietor, R. H. RICHARDS. bbox=[841, 1033, 1111, 1096]
section-banner: HOTELS, TOURIST, & HEALTH RESORTS bbox=[580, 26, 812, 60]
reply-box: Box 608, bbox=[55, 1038, 79, 1046]
resort-ad: RUTLAND PRIVATE HOTEL, Plimmer's Steps, Lambton Quay.—Select, central and moderate. Hot and cold water in all bedrooms. 16/- per day, 15 per week. Permanent guests by arrangement. 'Phone 47-211. Telegrams "Rutland," Wellington. W. BARRY SMITH, Proprietor, late C.T. bbox=[841, 965, 1111, 991]
scots-college-ad bbox=[281, 209, 551, 374]
classified-ad: BAKERY—Here's a good proposition. Trade 3000 per week, and smalls, good turnover. Price £600. bbox=[3, 204, 131, 223]
tender-ad: SILVERSTREAM BRICKS. AS from June 1, 1927, the price of Silverstream Bricks, delivered to any Wellington suburb, per 1000. Builders—£5 5s. per 1000. Silverstream pipe yard. bbox=[284, 679, 413, 712]
for-sale-heading: FOR SALE. bbox=[51, 659, 83, 667]
route-row: WELLINGTON TO N. PLYMOUTH £2 bbox=[927, 235, 1111, 243]
inglis-heading: INGLIS BROS. AND CO., LTD. bbox=[19, 1066, 115, 1075]
fair-dealing-heading: FAIR DEALING—BIG VALUE IN USED CARS. bbox=[4, 766, 130, 783]
resort-ad: Mon., Wed., Fri., via Kimbolton & Feilding; Tues., Thurs., Sat., via Apiti, Cheltenham. Leave Rangiwahia 8 a.m.; arr. P.N. 11 a.m. Leave P.N. 2.30 p.m. Booking offices: P.N. Waste Star Office. Rangiwahia, Hotel. Phone 6348. L. S. WELD, Owner-Driver. bbox=[559, 695, 833, 721]
notice-text: TENDERS are invited up to Noon of THURSDAY, MARCH 1, for NEW BUILDINGS in REINFORCED CONCRETE, PANAMA STREET, for "THE NEW ZEALAND FREE LANCE." Plans and Specifications at our Offices, 81 The Terrace. SWAN, LAWRENCE AND SWAN, Registered Architects. bbox=[139, 550, 273, 605]
scots-heading: SEND YOUR BOY TO SCOTS COLLEGE. bbox=[343, 218, 529, 249]
tender-ad: HUTT RIVER SHINGLE CO., LTD. FRESH Water Gravel, Sand, Grade and Crushed Metal. Ring 43-285 for quotations. Works, MELLING, BELMONT, TAITA. GOVERNMENT LIFE BUILDINGS, Customhouse Quay. bbox=[284, 635, 413, 676]
route-text: WHITE STAR MOTOR SERVICE—Comfortable Super Six Saloon Cars. Leave Wellington 8 a.m. and 2.30 p.m.; Saturday 6 p.m. Leave Masterton 8.30 a.m. and 3.45 p.m. Fare 10/-. Booking Office, Wellington: White Confectionery, Willis Street, 'Phone 45-843. Masterton, 300 Queen Street. 'Phone 1900. bbox=[841, 559, 1111, 585]
resort-heading: HAVELOCK NORTH bbox=[559, 307, 670, 320]
